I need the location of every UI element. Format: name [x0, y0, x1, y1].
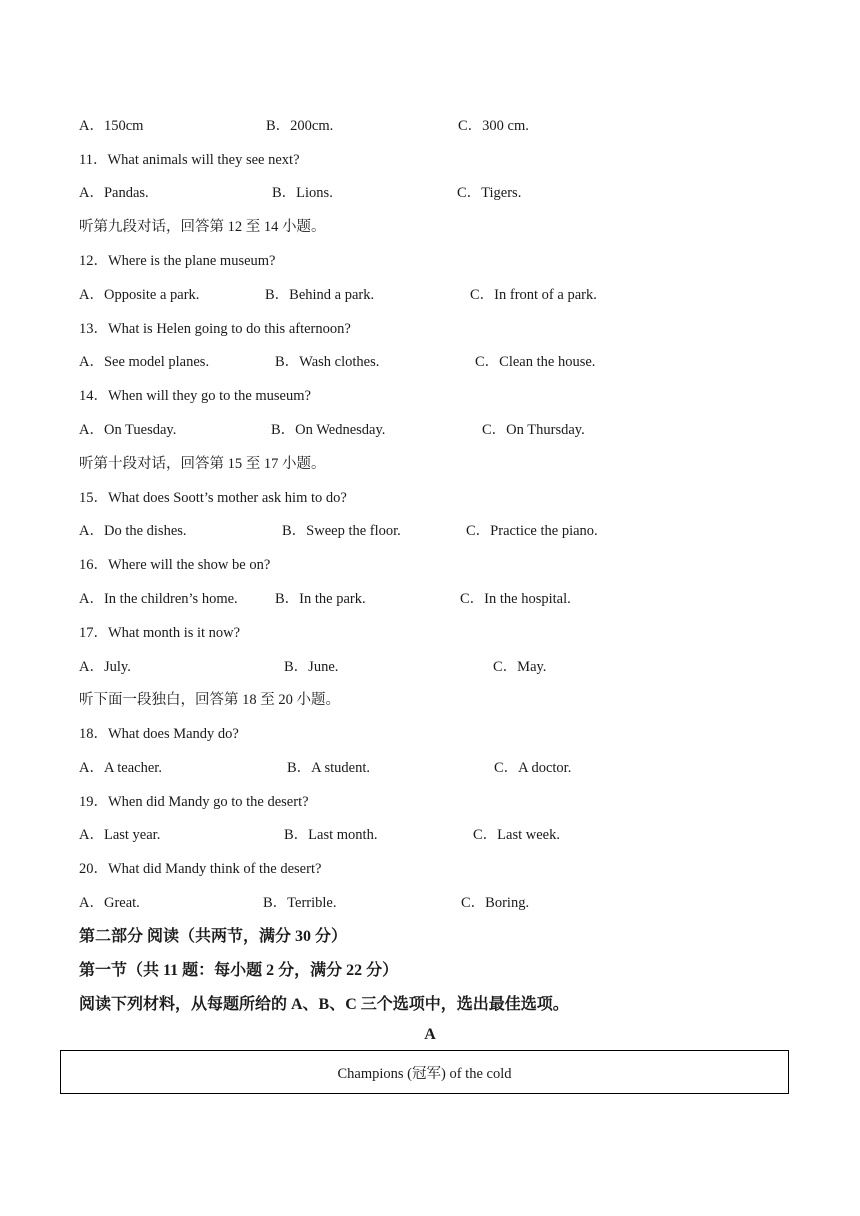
q19-question: 19．When did Mandy go to the desert?	[79, 794, 309, 810]
q18-option-a: A．A teacher.	[79, 760, 162, 776]
q18-question: 18．What does Mandy do?	[79, 726, 239, 742]
q20-option-a: A．Great.	[79, 895, 140, 911]
q15-question: 15．What does Soott’s mother ask him to do?	[79, 490, 347, 506]
q14-option-c: C．On Thursday.	[482, 422, 585, 438]
q12-question: 12．Where is the plane museum?	[79, 253, 276, 269]
q17-question: 17．What month is it now?	[79, 625, 241, 641]
q16-option-c: C．In the hospital.	[460, 591, 571, 607]
q11-option-c: C．Tigers.	[457, 185, 522, 201]
q16-option-a: A．In the children’s home.	[79, 591, 238, 607]
q11-option-b: B．Lions.	[272, 185, 333, 201]
section10-instruction: 听第十段对话，回答第 15 至 17 小题。	[79, 456, 326, 472]
section1-title: 第一节（共 11 题：每小题 2 分，满分 22 分）	[79, 962, 399, 979]
q20-option-c: C．Boring.	[461, 895, 530, 911]
q17-option-b: B．June.	[284, 659, 339, 675]
q18-option-c: C．A doctor.	[494, 760, 572, 776]
q20-option-b: B．Terrible.	[263, 895, 337, 911]
q15-option-c: C．Practice the piano.	[466, 523, 598, 539]
q18-option-b: B．A student.	[287, 760, 370, 776]
q15-option-b: B．Sweep the floor.	[282, 523, 401, 539]
q10-option-a: A．150cm	[79, 118, 144, 134]
q11-option-a: A．Pandas.	[79, 185, 149, 201]
section9-instruction: 听第九段对话，回答第 12 至 14 小题。	[79, 219, 326, 235]
q16-option-b: B．In the park.	[275, 591, 366, 607]
q11-question: 11．What animals will they see next?	[79, 152, 300, 168]
q19-option-b: B．Last month.	[284, 827, 378, 843]
q10-option-b: B．200cm.	[266, 118, 334, 134]
passage-title: Champions (冠军) of the cold	[337, 1065, 512, 1082]
q15-option-a: A．Do the dishes.	[79, 523, 187, 539]
q13-option-a: A．See model planes.	[79, 354, 210, 370]
q14-question: 14．When will they go to the museum?	[79, 388, 311, 404]
q12-option-b: B．Behind a park.	[265, 287, 375, 303]
q13-question: 13．What is Helen going to do this afternoon?	[79, 321, 351, 337]
q16-question: 16．Where will the show be on?	[79, 557, 271, 573]
q17-option-c: C．May.	[493, 659, 547, 675]
part2-title: 第二部分 阅读（共两节，满分 30 分）	[79, 928, 348, 945]
passage-title-box	[60, 1050, 789, 1094]
q13-option-b: B．Wash clothes.	[275, 354, 380, 370]
q12-option-a: A．Opposite a park.	[79, 287, 200, 303]
q10-option-c: C．300 cm.	[458, 118, 529, 134]
reading-instruction: 阅读下列材料，从每题所给的 A、B、C 三个选项中，选出最佳选项。	[79, 996, 569, 1013]
q19-option-a: A．Last year.	[79, 827, 161, 843]
q19-option-c: C．Last week.	[473, 827, 560, 843]
q12-option-c: C．In front of a park.	[470, 287, 597, 303]
q14-option-a: A．On Tuesday.	[79, 422, 177, 438]
q13-option-c: C．Clean the house.	[475, 354, 596, 370]
q20-question: 20．What did Mandy think of the desert?	[79, 861, 322, 877]
monologue-instruction: 听下面一段独白，回答第 18 至 20 小题。	[79, 692, 340, 708]
passage-label: A	[424, 1026, 436, 1043]
q17-option-a: A．July.	[79, 659, 131, 675]
q14-option-b: B．On Wednesday.	[271, 422, 386, 438]
